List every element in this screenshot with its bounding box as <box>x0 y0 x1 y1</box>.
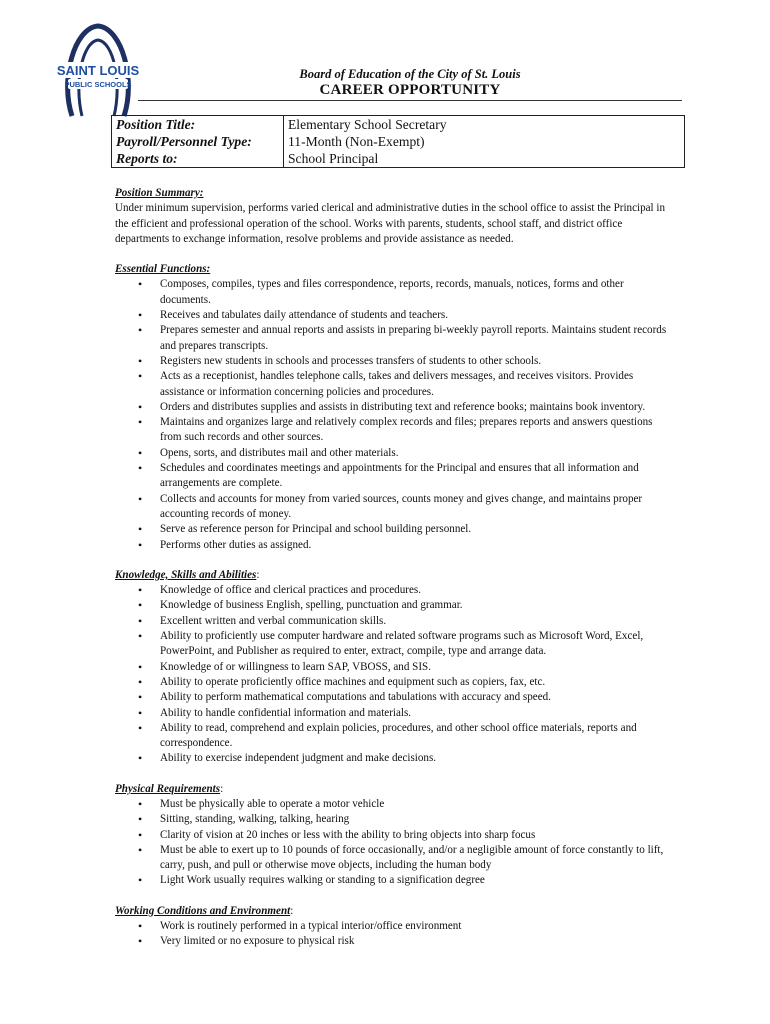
list-item: • Light Work usually requires walking or standing to a signification degree <box>115 873 675 888</box>
list-item: • Ability to perform mathematical computations and tabulations with accuracy and speed. <box>115 690 675 705</box>
list-item: • Very limited or no exposure to physical risk <box>115 934 675 949</box>
list-item: • Work is routinely performed in a typical interior/office environment <box>115 919 675 934</box>
list-item: • Ability to exercise independent judgment and make decisions. <box>115 751 675 766</box>
list-item: • Orders and distributes supplies and assists in distributing text and reference books; maintains book inventory. <box>115 400 675 415</box>
value-position-title: Elementary School Secretary <box>288 117 447 132</box>
list-item: • Knowledge of or willingness to learn SAP, VBOSS, and SIS. <box>115 660 675 675</box>
working-heading: Working Conditions and Environment <box>115 904 291 917</box>
position-info-table <box>111 115 685 168</box>
list-item: • Composes, compiles, types and files correspondence, reports, records, manuals, notices, forms and other documents. <box>115 277 675 308</box>
summary-heading: Position Summary: <box>115 187 204 199</box>
working-list <box>115 919 675 950</box>
list-item: • Sitting, standing, walking, talking, hearing <box>115 812 675 827</box>
physical-list <box>115 797 675 889</box>
label-reports-to: Reports to: <box>116 151 178 166</box>
list-item: • Knowledge of office and clerical practices and procedures. <box>115 583 675 598</box>
working-heading-line: Working Conditions and Environment: <box>115 904 294 917</box>
list-item: • Serve as reference person for Principal and school building personnel. <box>115 522 675 537</box>
essential-heading: Essential Functions: <box>115 263 211 276</box>
list-item: • Ability to operate proficiently office machines and equipment such as copiers, fax, etc. <box>115 675 675 690</box>
knowledge-heading-line: Knowledge, Skills and Abilities: <box>115 568 260 581</box>
summary-text: Under minimum supervision, performs varied clerical and administrative duties in the school office to assist the Principal in the efficient and professional operation of the school. Works with parents, students, school staff, and district office departments to exchange information, resolve problems and provide assistance as needed. <box>115 202 666 245</box>
knowledge-heading: Knowledge, Skills and Abilities <box>115 568 257 581</box>
list-item: • Registers new students in schools and processes transfers of students to other schools. <box>115 354 675 369</box>
value-reports-to: School Principal <box>288 151 379 166</box>
list-item: • Knowledge of business English, spelling, punctuation and grammar. <box>115 598 675 613</box>
list-item: • Receives and tabulates daily attendance of students and teachers. <box>115 308 675 323</box>
board-name: Board of Education of the City of St. Louis <box>299 67 521 81</box>
list-item: • Clarity of vision at 20 inches or less with the ability to bring objects into sharp focus <box>115 828 675 843</box>
list-item: • Ability to handle confidential information and materials. <box>115 706 675 721</box>
list-item: • Maintains and organizes large and relatively complex records and files; prepares reports and answers questions from such records and other sources. <box>115 415 675 446</box>
info-values <box>284 116 685 168</box>
header-divider <box>138 100 682 101</box>
list-item: • Collects and accounts for money from varied sources, counts money and gives change, and maintains proper accounting records of money. <box>115 492 675 523</box>
saint-louis-public-schools-logo <box>52 20 144 120</box>
logo-line2: PUBLIC SCHOOLS <box>64 80 132 89</box>
logo-line1: SAINT LOUIS <box>56 63 140 78</box>
list-item: • Acts as a receptionist, handles telephone calls, takes and delivers messages, and receives visitors. Provides assistance or information concerning policies and procedures. <box>115 369 675 400</box>
label-payroll-type: Payroll/Personnel Type: <box>116 134 252 149</box>
list-item: • Must be able to exert up to 10 pounds of force occasionally, and/or a negligible amount of force constantly to lift, carry, push, and pull or otherwise move objects, including the human body <box>115 843 675 874</box>
list-item: • Must be physically able to operate a motor vehicle <box>115 797 675 812</box>
value-payroll-type: 11-Month (Non-Exempt) <box>288 134 425 149</box>
list-item: • Ability to read, comprehend and explain policies, procedures, and other school office materials, reports and correspondence. <box>115 721 675 752</box>
physical-heading-line: Physical Requirements: <box>115 782 224 795</box>
label-position-title: Position Title: <box>116 117 196 132</box>
list-item: • Excellent written and verbal communication skills. <box>115 614 675 629</box>
list-item: • Schedules and coordinates meetings and appointments for the Principal and ensures that all information and arrangements are complete. <box>115 461 675 492</box>
list-item: • Performs other duties as assigned. <box>115 538 675 553</box>
knowledge-list <box>115 583 675 767</box>
document-body <box>115 186 675 950</box>
list-item: • Ability to proficiently use computer hardware and related software programs such as Microsoft Word, Excel, PowerPoint, and Publisher as required to enter, extract, compile, type and arrange data. <box>115 629 675 660</box>
list-item: • Prepares semester and annual reports and assists in preparing bi-weekly payroll reports. Maintains student records and prepares transcripts. <box>115 323 675 354</box>
info-labels <box>112 116 284 168</box>
list-item: • Opens, sorts, and distributes mail and other materials. <box>115 446 675 461</box>
page-title: CAREER OPPORTUNITY <box>319 82 501 98</box>
physical-heading: Physical Requirements <box>115 782 221 795</box>
essential-list <box>115 277 675 552</box>
